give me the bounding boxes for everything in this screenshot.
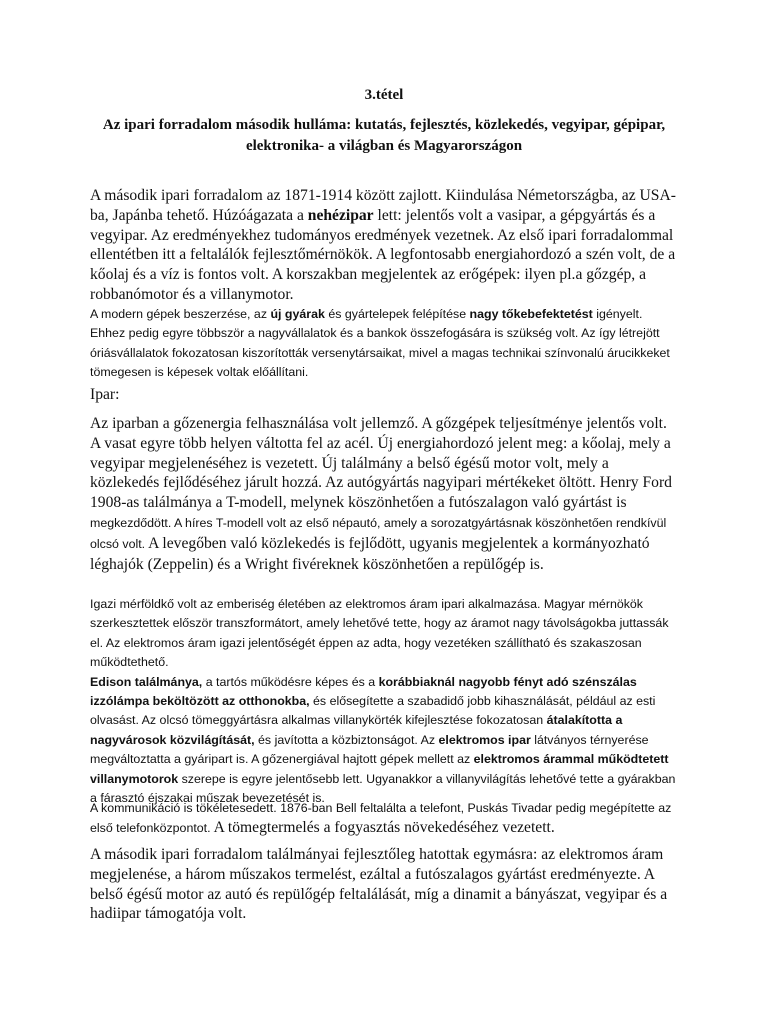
capital-text-1: A modern gépek beszerzése, az bbox=[90, 307, 271, 321]
communication-text-1: A kommunikáció is tökéletesedett. 1876-ban Bell feltalálta a telefont, Puskás Tivadar pedig megépítette az első telefonközpontot. bbox=[90, 801, 672, 836]
section-label-ipar: Ipar: bbox=[90, 386, 120, 403]
intro-text-2: lett: jelentős volt a vasipar, a gépgyártás és a vegyipar. Az eredményekhez tudományos eredmények vezetnek. Az első ipari forradalommal ellentétben itt a feltalálók fejlesztőmérnökök. A legfontosabb energiahordozó a szén volt, de a kőolaj és a víz is fontos volt. A korszakban megjelentek az erőgépek: ilyen pl.a gőzgép, a robbanómotor és a villanymotor. bbox=[90, 206, 676, 303]
intro-text-1: A második ipari forradalom az 1871-1914 között zajlott. Kiindulása Németországba, az USA-ba, Japánba tehető. Húzóágazata a bbox=[90, 187, 676, 224]
electricity-bold-electric-industry: elektromos ipar bbox=[438, 732, 531, 747]
document-heading: 3.tétel bbox=[364, 87, 404, 103]
electricity-text-2: a tartós működésre képes és a bbox=[202, 674, 379, 689]
electricity-text-6: szerepe is egyre jelentősebb lett. Ugyanakkor a villanyvilágítás lehetővé tette a gyárakban a fárasztó éjszakai műszak bevezetését is. bbox=[90, 771, 676, 806]
industry-text-3: A levegőben való közlekedés is fejlődött, ugyanis megjelentek a kormányozható léghajók (Zeppelin) és a Wright fivéreknek köszönhetően a repülőgép is. bbox=[90, 534, 650, 573]
paragraph-intro bbox=[90, 186, 678, 305]
paragraph-industry bbox=[90, 414, 678, 574]
capital-text-3: igényelt. Ehhez pedig egyre többször a nagyvállalatok és a bankok összefogására is szükség volt. Az így létrejött óriásvállalatok fokozatosan kiszorították versenytársaikat, mivel a magas technikai színvonalú árucikkeket tömegesen is képesek voltak előállítani. bbox=[90, 307, 670, 380]
communication-text-2: A tömegtermelés a fogyasztás növekedéséhez vezetett. bbox=[210, 819, 555, 837]
electricity-text-3: és elősegítette a szabadidő jobb kihasználását, például az esti olvasást. Az olcsó tömeggyártásra alkalmas villanykörték kifejlesztése fokozatosan bbox=[90, 694, 656, 728]
capital-bold-investment: nagy tőkebefektetést bbox=[469, 307, 593, 321]
electricity-text-5: látványos térnyerése megváltoztatta a gyáripart is. A gőzenergiával hajtott gépek mellett az bbox=[90, 732, 649, 767]
paragraph-capital bbox=[90, 305, 678, 383]
title-line-1: Az ipari forradalom második hulláma: kutatás, fejlesztés, közlekedés, vegyipar, gépipar, bbox=[102, 117, 666, 133]
electricity-bold-edison: Edison találmánya, bbox=[90, 674, 203, 689]
industry-text-1: Az iparban a gőzenergia felhasználása volt jellemző. A gőzgépek teljesítménye jelentős volt. A vasat egyre több helyen váltotta fel az acél. Új energiahordozó jelent meg: a kőolaj, mely a vegyipar megjelenéséhez is vezetett. Új találmány a belső égésű motor volt, mely a közlekedés fejlődéséhez járult hozzá. Az autógyártás nagyipari mértékeket öltött. Henry Ford 1908-as találmánya a T-modell, melynek köszönhetően a futószalagon való gyártást is bbox=[90, 415, 672, 512]
electricity-bold-lighting: átalakította a nagyvárosok közvilágítását, bbox=[90, 713, 623, 747]
paragraph-communication bbox=[90, 799, 678, 839]
electricity-bold-lamp: korábbiaknál nagyobb fényt adó szénszálas izzólámpa beköltözött az otthonokba, bbox=[90, 674, 637, 709]
paragraph-electricity bbox=[90, 595, 678, 808]
electricity-text-4: és javította a közbiztonságot. Az bbox=[254, 732, 439, 747]
paragraph-conclusion: A második ipari forradalom találmányai fejlesztőleg hatottak egymásra: az elektromos áram megjelenése, a három műszakos termelést, ezáltal a futószalagos gyártást eredményezte. A belső égésű motor az autó és repülőgép feltalálását, míg a dinamit a bányászat, vegyipar és a hadiipar támogatója volt. bbox=[90, 846, 668, 923]
capital-bold-new-factories: új gyárak bbox=[270, 307, 325, 321]
title-line-2: elektronika- a világban és Magyarországon bbox=[245, 138, 523, 154]
document-title bbox=[90, 115, 678, 157]
intro-bold-heavy-industry: nehézipar bbox=[307, 206, 374, 224]
electricity-bold-motors: elektromos árammal működtetett villanymotorok bbox=[90, 752, 669, 786]
industry-text-2: megkezdődött. A híres T-modell volt az első népautó, amely a sorozatgyártásnak köszönhetően rendkívül olcsó volt. bbox=[90, 515, 667, 551]
capital-text-2: és gyártelepek felépítése bbox=[324, 307, 470, 321]
electricity-text-1: Igazi mérföldkő volt az emberiség életében az elektromos áram ipari alkalmazása. Magyar mérnökök szerkesztettek először transzformátort, amely lehetővé tette, hogy az áramot nagy távolságokba juttassák el. Az elektromos áram igazi jelentőségét éppen az adta, hogy vezetéken szállítható és szakaszosan működtethető. bbox=[90, 597, 669, 670]
